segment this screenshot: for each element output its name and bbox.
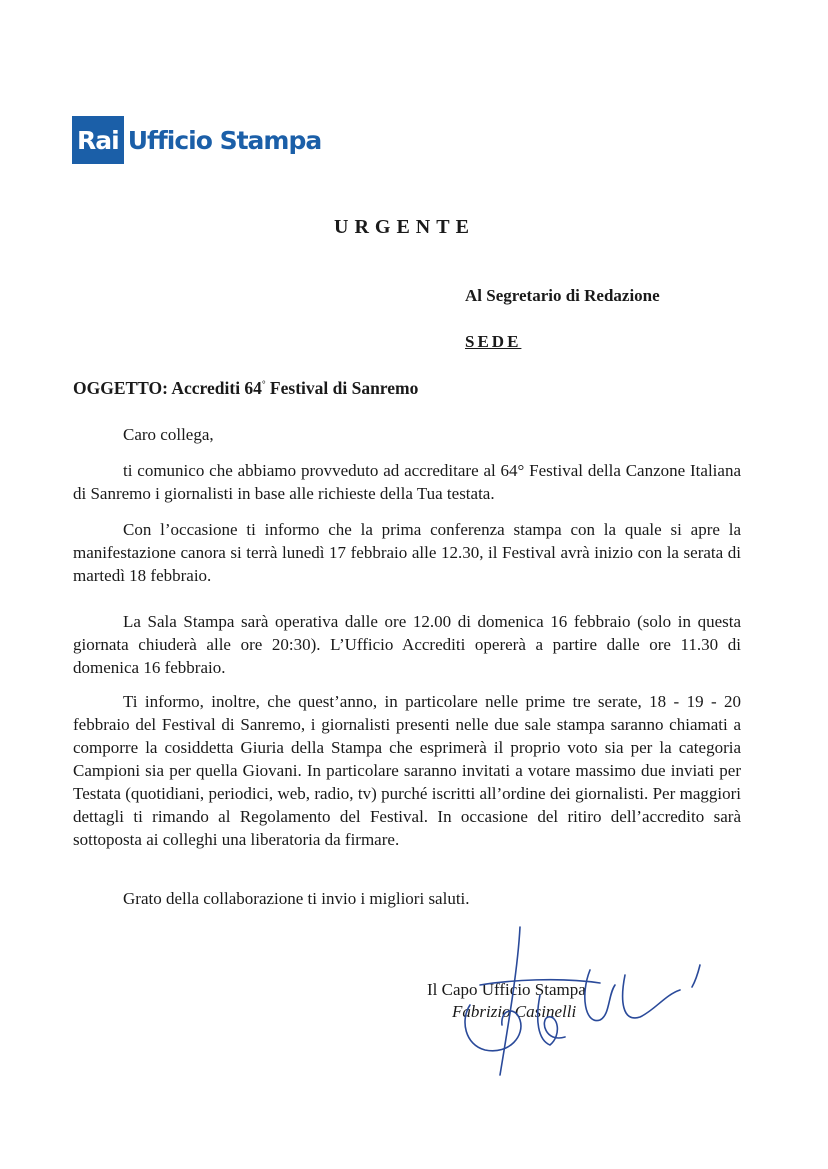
rai-logo — [72, 116, 321, 164]
subject-degree: ° — [261, 379, 266, 390]
greeting: Caro collega, — [123, 425, 214, 444]
signatory-name: Fabrizio Casinelli — [452, 1002, 577, 1021]
handwritten-signature — [440, 925, 720, 1085]
urgent-heading: URGENTE — [334, 216, 475, 238]
recipient: Al Segretario di Redazione — [465, 286, 660, 305]
subject-line — [73, 378, 418, 399]
paragraph-3: La Sala Stampa sarà operativa dalle ore 12.00 di domenica 16 febbraio (solo in questa giornata chiuderà alle ore 20:30). L’Ufficio Accrediti opererà a partire dalle ore 11.30 di domenica 16 febbraio. — [73, 612, 741, 677]
sede-label: SEDE — [465, 332, 522, 351]
closing-paragraph: Grato della collaborazione ti invio i migliori saluti. — [123, 889, 470, 908]
paragraph-2: Con l’occasione ti informo che la prima conferenza stampa con la quale si apre la manifestazione canora si terrà lunedì 17 febbraio alle 12.30, il Festival avrà inizio con la serata di martedì 18 febbraio. — [73, 520, 741, 585]
rai-logo-box: Rai — [72, 116, 124, 164]
paragraph-4: Ti informo, inoltre, che quest’anno, in particolare nelle prime tre serate, 18 - 19 - 20 febbraio del Festival di Sanremo, i giornalisti presenti nelle due sale stampa saranno chiamati a comporre la cosiddetta Giuria della Stampa che esprimerà il proprio voto sia per la categoria Campioni sia per quella Giovani. In particolare saranno invitati a votare massimo due inviati per Testata (quotidiani, periodici, web, radio, tv) purché iscritti all’ordine dei giornalisti. Per maggiori dettagli ti rimando al Regolamento del Festival. In occasione del ritiro dell’accredito sarà sottoposta ai colleghi una liberatoria da firmare. — [73, 692, 741, 849]
paragraph-1: ti comunico che abbiamo provveduto ad accreditare al 64° Festival della Canzone Italiana di Sanremo i giornalisti in base alle richieste della Tua testata. — [73, 461, 741, 503]
signatory-title: Il Capo Ufficio Stampa — [427, 980, 586, 999]
subject-rest: Festival di Sanremo — [265, 378, 419, 398]
ufficio-stampa-logo-text: Ufficio Stampa — [127, 125, 322, 155]
subject-label: OGGETTO: Accrediti 64 — [73, 378, 262, 398]
